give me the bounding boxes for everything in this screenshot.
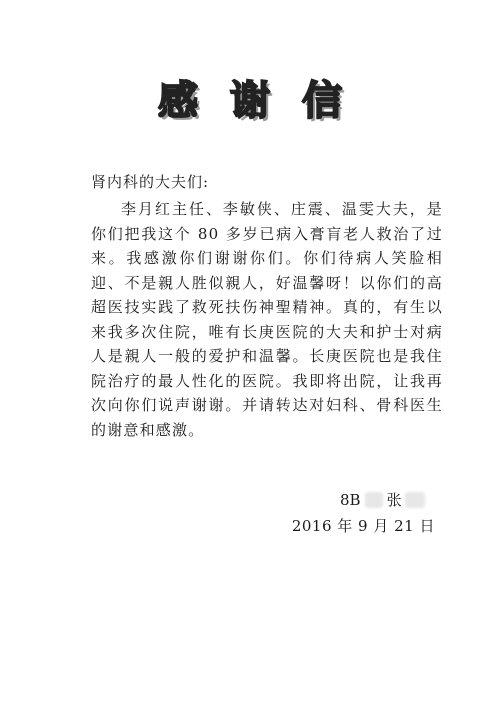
letter-signature <box>340 490 425 510</box>
redaction-mark <box>405 492 425 508</box>
letter-title: 感谢信 <box>158 78 374 124</box>
letter-body: 李月红主任、李敏侠、庄震、温雯大夫，是你们把我这个 80 多岁已病入膏肓老人救治了过来。我感激你们谢谢你们。你们待病人笑脸相迎、不是親人胜似親人，好温馨呀！以你们的高超医技实践了救死扶伤神聖精神。真的，有生以来我多次住院，唯有长庚医院的大夫和护士对病人是親人一般的爱护和温馨。长庚医院也是我住院治疗的最人性化的医院。我即将出院，让我再次向你们说声谢谢。并请转达对妇科、骨科医生的谢意和感激。 <box>91 200 443 439</box>
letter-date: 2016 年 9 月 21 日 <box>291 517 435 535</box>
signature-unit: 8B <box>340 491 361 509</box>
letter-greeting: 肾内科的大夫们: <box>91 173 210 191</box>
signature-name: 张 <box>386 491 402 509</box>
redaction-mark <box>365 492 383 508</box>
